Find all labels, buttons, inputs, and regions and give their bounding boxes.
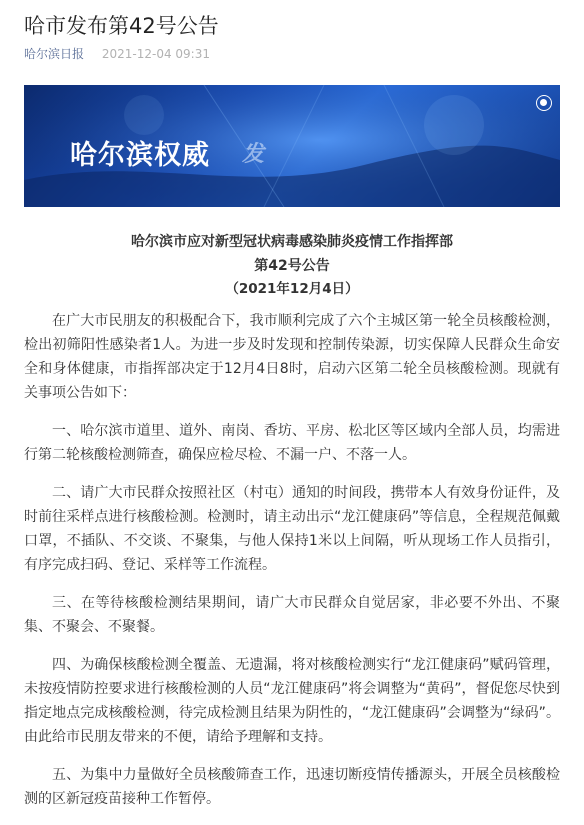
publish-time: 2021-12-04 09:31 (101, 47, 210, 61)
article-title: 哈市发布第42号公告 (24, 14, 219, 38)
paragraph-item-1: 一、哈尔滨市道里、道外、南岗、香坊、平房、松北区等区域内全部人员，均需进行第二轮核酸检测筛查，确保应检尽检、不漏一户、不落一人。 (24, 423, 560, 463)
banner-logo-icon (536, 95, 552, 111)
paragraph-item-3: 三、在等待核酸检测结果期间，请广大市民群众自觉居家，非必要不外出、不聚集、不聚会、不聚餐。 (24, 595, 560, 635)
headline-date: （2021年12月4日） (225, 281, 359, 297)
headline-number: 第42号公告 (254, 258, 330, 274)
source-link[interactable]: 哈尔滨日报 (24, 47, 85, 61)
paragraph-item-4: 四、为确保核酸检测全覆盖、无遗漏，将对核酸检测实行“龙江健康码”赋码管理，未按疫情防控要求进行核酸检测的人员“龙江健康码”将会调整为“黄码”，督促您尽快到指定地点完成核酸检测，待完成检测且结果为阴性的，“龙江健康码”会调整为“绿码”。由此给市民朋友带来的不便，请给予理解和支持。 (24, 657, 560, 745)
paragraph-item-5: 五、为集中力量做好全员核酸筛查工作，迅速切断疫情传播源头，开展全员核酸检测的区新冠疫苗接种工作暂停。 (24, 767, 560, 807)
paragraph-intro: 在广大市民朋友的积极配合下，我市顺利完成了六个主城区第一轮全员核酸检测，检出初筛阳性感染者1人。为进一步及时发现和控制传染源，切实保障人民群众生命安全和身体健康，市指挥部决定于12月4日8时，启动六区第二轮全员核酸检测。现就有关事项公告如下： (24, 313, 560, 401)
banner-sub-text: 发 (242, 142, 265, 167)
paragraph-item-2: 二、请广大市民群众按照社区（村屯）通知的时间段，携带本人有效身份证件，及时前往采样点进行核酸检测。检测时，请主动出示“龙江健康码”等信息，全程规范佩戴口罩，不插队、不交谈、不聚集，与他人保持1米以上间隔，听从现场工作人员指引，有序完成扫码、登记、采样等工作流程。 (24, 485, 560, 573)
banner-image (24, 85, 560, 207)
article-meta (24, 46, 210, 62)
article-body (24, 309, 560, 825)
banner-brand-text: 哈尔滨权威 (70, 140, 210, 171)
headline-org: 哈尔滨市应对新型冠状病毒感染肺炎疫情工作指挥部 (131, 234, 453, 250)
